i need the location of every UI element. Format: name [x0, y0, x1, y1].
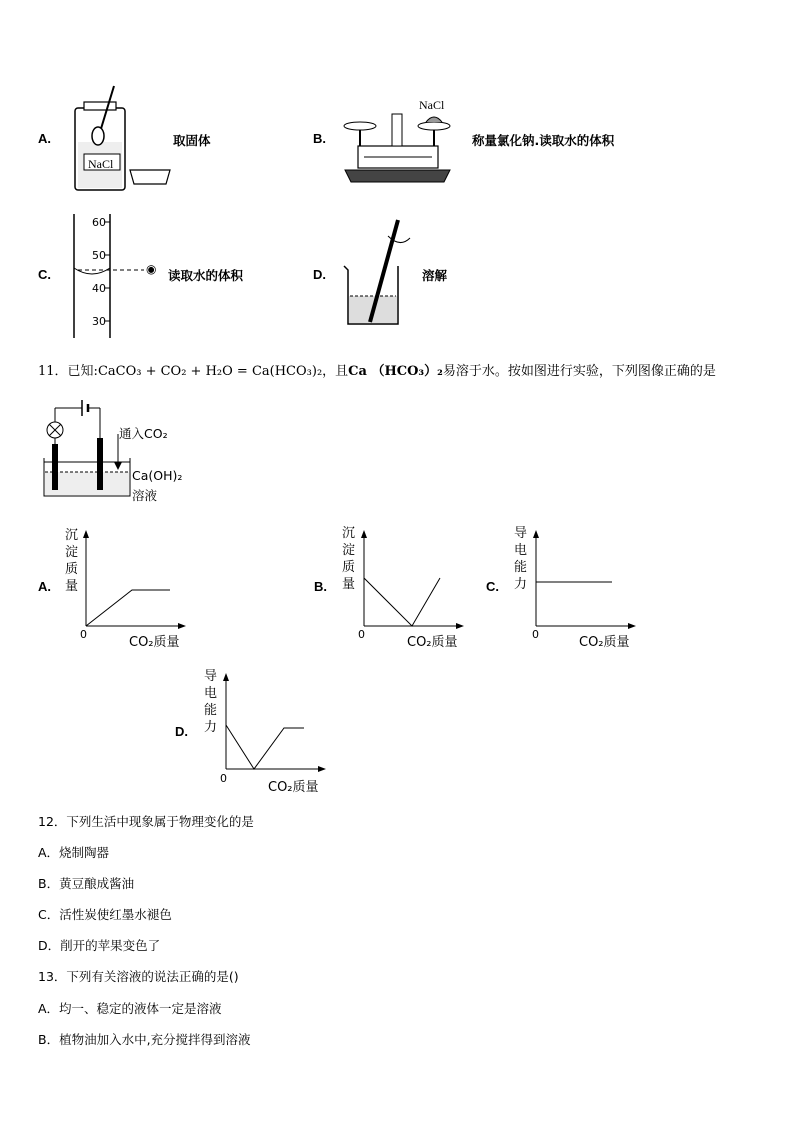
bottle-label: NaCl: [88, 157, 114, 171]
q13-stem: 13．下列有关溶液的说法正确的是(): [38, 969, 239, 984]
svg-text:◉: ◉: [146, 262, 157, 276]
q10-option-b-letter: B.: [313, 131, 326, 146]
graph-c-plot: [536, 530, 636, 630]
q12-stem: 12．下列生活中现象属于物理变化的是: [38, 814, 254, 829]
graph-b-plot: [364, 530, 464, 630]
q11-stem: [38, 360, 716, 379]
graph-a-xlabel: CO₂质量: [129, 635, 180, 650]
graph-d-letter: D.: [175, 724, 188, 739]
q10-option-d-letter: D.: [313, 267, 326, 282]
q11-stem-mid: ，且: [322, 364, 349, 379]
conductivity-apparatus-illustration: [40, 396, 130, 500]
q10-option-c-letter: C.: [38, 267, 51, 282]
q11-stem-prefix: 11．已知:: [38, 364, 98, 379]
reagent-bottle-spoon-illustration: [70, 82, 180, 192]
q10-option-a-letter: A.: [38, 131, 51, 146]
balance-scale-illustration: [340, 110, 455, 185]
graph-c-ylabel: 导 电 能 力: [514, 526, 528, 592]
salt-label: NaCl: [419, 98, 445, 112]
q10-option-a-caption: 取固体: [173, 133, 211, 148]
solution-label-formula: Ca(OH)₂: [132, 468, 183, 483]
q12-option-d: D．削开的苹果变色了: [38, 938, 161, 953]
graph-d-xlabel: CO₂质量: [268, 780, 319, 795]
q10-option-c-caption: 读取水的体积: [168, 268, 244, 283]
graph-b-origin: 0: [358, 628, 365, 641]
q10-option-b-caption: 称量氯化钠.读取水的体积: [472, 133, 615, 148]
graph-d-plot: [226, 673, 326, 773]
graph-c-origin: 0: [532, 628, 539, 641]
graduated-cylinder-illustration: [60, 212, 170, 340]
q12-option-b: B．黄豆酿成酱油: [38, 876, 135, 891]
q11-equation: CaCO₃ + CO₂ + H₂O = Ca(HCO₃)₂: [97, 364, 323, 379]
graph-c-xlabel: CO₂质量: [579, 635, 630, 650]
gas-inlet-label: 通入CO₂: [119, 426, 168, 441]
q11-stem-suffix: 易溶于水。按如图进行实验，下列图像正确的是: [442, 364, 716, 379]
solution-label-word: 溶液: [132, 488, 158, 503]
graph-a-letter: A.: [38, 579, 51, 594]
scale-mark-40: 40: [92, 282, 106, 295]
graph-b-ylabel: 沉 淀 质 量: [342, 526, 356, 592]
scale-mark-50: 50: [92, 249, 106, 262]
q13-option-a: A．均一、稳定的液体一定是溶液: [38, 1001, 222, 1016]
graph-a-origin: 0: [80, 628, 87, 641]
graph-b-letter: B.: [314, 579, 327, 594]
graph-a-ylabel: 沉 淀 质 量: [65, 528, 79, 594]
q11-formula: Ca （HCO₃）₂: [348, 364, 443, 379]
graph-d-origin: 0: [220, 772, 227, 785]
q12-option-c: C．活性炭使红墨水褪色: [38, 907, 172, 922]
graph-d-ylabel: 导 电 能 力: [204, 669, 218, 735]
graph-b-xlabel: CO₂质量: [407, 635, 458, 650]
q10-option-d-caption: 溶解: [422, 268, 448, 283]
scale-mark-30: 30: [92, 315, 106, 328]
q13-option-b: B．植物油加入水中,充分搅拌得到溶液: [38, 1032, 251, 1047]
graph-c-letter: C.: [486, 579, 499, 594]
q12-option-a: A．烧制陶器: [38, 845, 110, 860]
beaker-stirring-illustration: [340, 218, 410, 330]
graph-a-plot: [86, 530, 186, 630]
scale-mark-60: 60: [92, 216, 106, 229]
